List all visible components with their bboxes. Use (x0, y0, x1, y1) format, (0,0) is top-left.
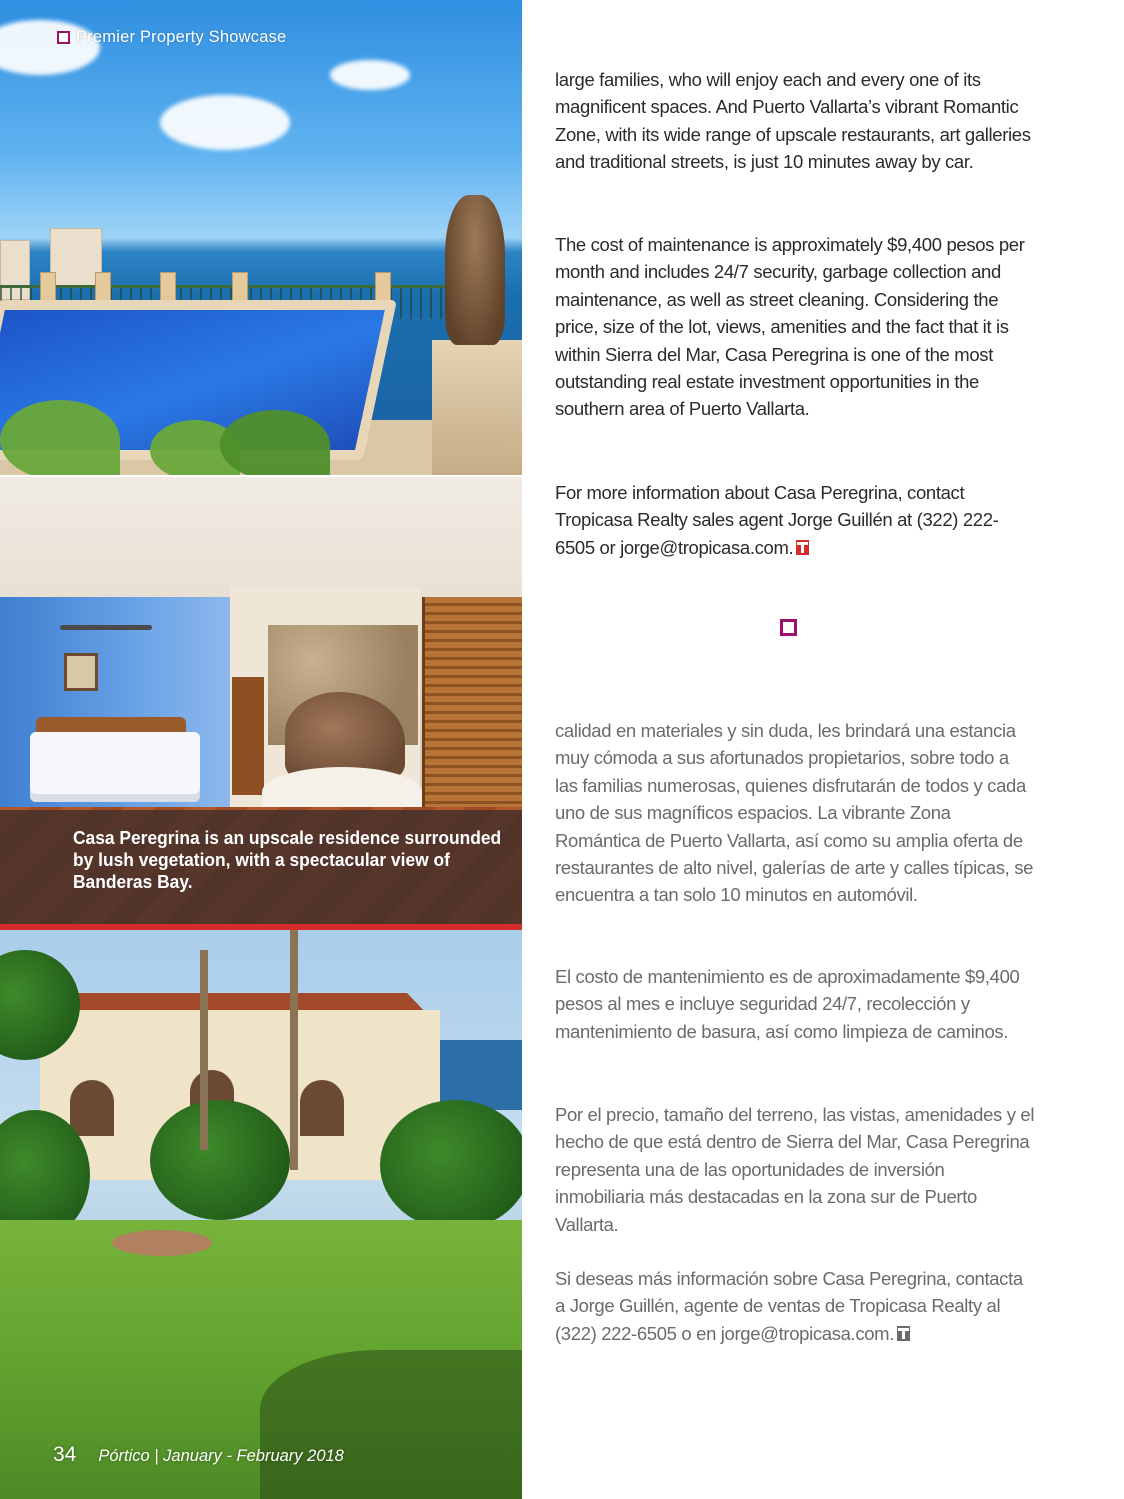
palm-trunk (290, 930, 298, 1170)
plant (0, 400, 120, 475)
statue-pedestal (432, 340, 522, 475)
arch-window (300, 1080, 344, 1136)
tropicasa-logo-icon (897, 1326, 910, 1341)
bed (30, 732, 200, 802)
section-title: Premier Property Showcase (76, 28, 287, 46)
photo-caption (0, 810, 522, 924)
article-en-paragraph-3: For more information about Casa Peregrina, contact Tropicasa Realty sales agent Jorge Guillén at (322) 222-6505 or jorge@tropicasa.com. (555, 482, 999, 558)
article-es-paragraph-1: calidad en materiales y sin duda, les brindará una estancia muy cómoda a sus afortunados propietarios, sobre todo a las familias numerosas, quienes disfrutarán de todos y cada uno de sus magníficos espacios. La vibrante Zona Romántica de Puerto Vallarta, así como su amplia oferta de restaurantes de alto nivel, galerías de arte y calles típicas, se encuentra a tan solo 10 minutos en automóvil. (555, 720, 1034, 906)
tree-shadow (260, 1350, 522, 1499)
mermaid-statue (445, 195, 505, 345)
tree (380, 1100, 522, 1230)
arch-window (70, 1080, 114, 1136)
cloud (160, 95, 290, 150)
photo-column (0, 0, 522, 1499)
square-bullet-icon (57, 31, 70, 44)
article-es-paragraph-2: El costo de mantenimiento es de aproximadamente $9,400 pesos al mes e incluye seguridad 24/7, recolección y mantenimiento de basura, así como limpieza de caminos. (555, 966, 1020, 1042)
garden-fountain (112, 1230, 212, 1256)
article-en-paragraph-1: large families, who will enjoy each and every one of its magnificent spaces. And Puerto Vallarta’s vibrant Romantic Zone, with its wide range of upscale restaurants, art galleries and traditional streets, is just 10 minutes away by car. (555, 69, 1031, 173)
article-es-paragraph-3: Por el precio, tamaño del terreno, las vistas, amenidades y el hecho de que está dentro de Sierra del Mar, Casa Peregrina representa una de las oportunidades de inversión inmobiliaria más destacadas en la zona sur de Puerto Vallarta. (555, 1104, 1035, 1235)
article-en-paragraph-2: The cost of maintenance is approximately $9,400 pesos per month and includes 24/7 security, garbage collection and maintenance, as well as street cleaning. Considering the price, size of the lot, views, amenities and the fact that it is within Sierra del Mar, Casa Peregrina is one of the most outstanding real estate investment opportunities in the southern area of Puerto Vallarta. (555, 234, 1025, 420)
pool-photo (0, 0, 522, 475)
page-number: 34 (53, 1443, 77, 1466)
section-divider-square-icon (780, 619, 797, 636)
villa-photo (0, 930, 522, 1499)
palm-trunk (200, 950, 208, 1150)
wood-door (232, 677, 264, 795)
article-es-paragraph-4: Si deseas más información sobre Casa Peregrina, contacta a Jorge Guillén, agente de ventas de Tropicasa Realty al (322) 222-6505 o en jorge@tropicasa.com. (555, 1268, 1023, 1344)
wall-painting (64, 653, 98, 691)
page-folio (53, 1443, 344, 1467)
caption-text: Casa Peregrina is an upscale residence surrounded by lush vegetation, with a spectacular view of Banderas Bay. (73, 827, 502, 892)
cloud (330, 60, 410, 90)
wood-cabinet (422, 597, 522, 842)
ceiling-fan (60, 625, 152, 630)
plant (220, 410, 330, 475)
issue-line: Pórtico | January - February 2018 (98, 1447, 344, 1465)
tropicasa-logo-icon (796, 540, 809, 555)
section-header (57, 28, 286, 47)
red-divider-rule (0, 924, 522, 930)
tree (150, 1100, 290, 1220)
